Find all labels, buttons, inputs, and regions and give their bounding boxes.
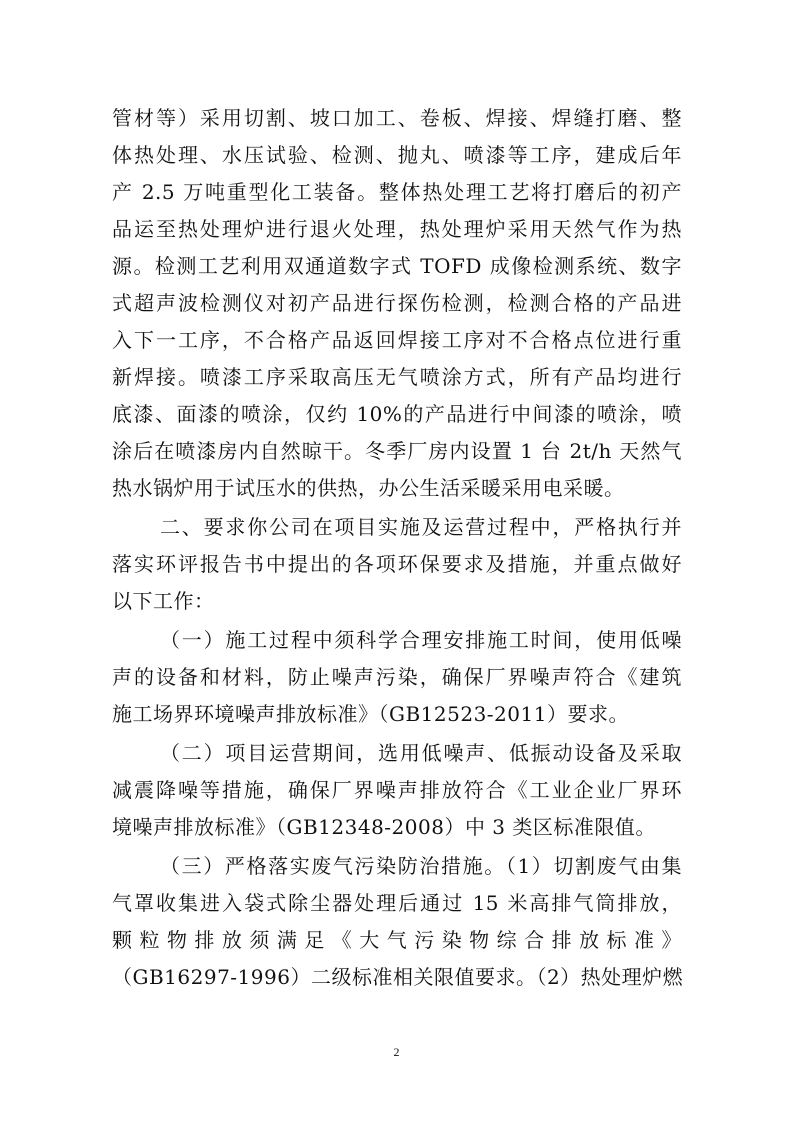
- item-heading: （三）严格落实废气污染防治措施。（1）切割废气由集: [160, 854, 682, 878]
- text-line: 管材等）采用切割、坡口加工、卷板、焊接、焊缝打磨、整: [112, 106, 682, 130]
- text-line: 体热处理、水压试验、检测、抛丸、喷漆等工序，建成后年: [112, 143, 682, 167]
- text-line: 以下工作：: [112, 589, 215, 613]
- text-line: 境噪声排放标准》（GB12348-2008）中 3 类区标准限值。: [112, 815, 656, 839]
- text-line: 新焊接。喷漆工序采取高压无气喷涂方式，所有产品均进行: [112, 365, 682, 389]
- text-line: 入下一工序，不合格产品返回焊接工序对不合格点位进行重: [112, 328, 682, 352]
- text-line: 声的设备和材料，防止噪声污染，确保厂界噪声符合《建筑: [112, 665, 682, 689]
- text-line: 施工场界环境噪声排放标准》（GB12523-2011）要求。: [112, 702, 629, 726]
- text-line: 底漆、面漆的喷涂，仅约 10%的产品进行中间漆的喷涂，喷: [112, 402, 682, 426]
- item-heading: （二）项目运营期间，选用低噪声、低振动设备及采取: [160, 741, 682, 765]
- text-line: 品运至热处理炉进行退火处理，热处理炉采用天然气作为热: [112, 217, 682, 241]
- item-heading: （一）施工过程中须科学合理安排施工时间，使用低噪: [160, 628, 682, 652]
- text-line: 气罩收集进入袋式除尘器处理后通过 15 米高排气筒排放，: [112, 891, 682, 915]
- text-line: 落实环评报告书中提出的各项环保要求及措施，并重点做好: [112, 552, 682, 576]
- text-line: 产 2.5 万吨重型化工装备。整体热处理工艺将打磨后的初产: [112, 180, 682, 204]
- text-line: 颗粒物排放须满足《大气污染物综合排放标准》: [112, 928, 682, 952]
- text-line: 减震降噪等措施，确保厂界噪声排放符合《工业企业厂界环: [112, 778, 682, 802]
- text-line: 热水锅炉用于试压水的供热，办公生活采暖采用电采暖。: [112, 476, 625, 500]
- text-line: （GB16297-1996）二级标准相关限值要求。（2）热处理炉燃: [112, 965, 684, 989]
- text-line: 式超声波检测仪对初产品进行探伤检测，检测合格的产品进: [112, 291, 682, 315]
- text-line: 源。检测工艺利用双通道数字式 TOFD 成像检测系统、数字: [112, 254, 682, 278]
- text-line: 涂后在喷漆房内自然晾干。冬季厂房内设置 1 台 2t/h 天然气: [112, 439, 682, 463]
- page-number: 2: [393, 1045, 400, 1059]
- section-heading: 二、要求你公司在项目实施及运营过程中，严格执行并: [160, 515, 682, 539]
